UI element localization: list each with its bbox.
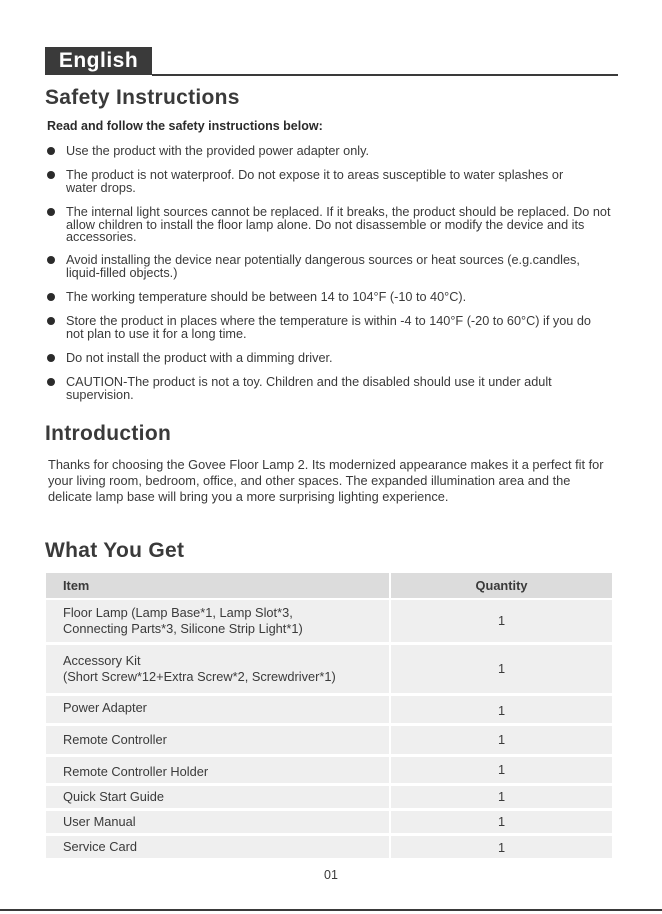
quantity-cell: 1 (391, 696, 612, 723)
footer-rule (0, 909, 662, 911)
item-cell: Floor Lamp (Lamp Base*1, Lamp Slot*3, Connecting Parts*3, Silicone Strip Light*1) (46, 600, 389, 642)
page-number: 01 (324, 868, 338, 882)
bullet-icon (47, 378, 55, 386)
bullet-icon (47, 256, 55, 264)
quantity-cell: 1 (391, 836, 612, 858)
quantity-cell: 1 (391, 600, 612, 642)
safety-item: Avoid installing the device near potentially dangerous sources or heat sources (e.g.candles, liquid-filled objects.) (66, 254, 586, 279)
bullet-icon (47, 354, 55, 362)
item-cell: Accessory Kit (Short Screw*12+Extra Screw*2, Screwdriver*1) (46, 645, 389, 693)
table-header (46, 573, 612, 598)
quantity-cell: 1 (391, 645, 612, 693)
introduction-text: Thanks for choosing the Govee Floor Lamp 2. Its modernized appearance makes it a perfect fit for your living room, bedroom, office, and other spaces. The expanded illumination area and the delicate lamp base will bring you a more surprising lighting experience. (48, 457, 604, 504)
safety-lead: Read and follow the safety instructions below: (47, 119, 323, 133)
safety-item: Do not install the product with a dimming driver. (66, 352, 611, 365)
item-cell: Remote Controller (46, 726, 389, 754)
header-item: Item (46, 573, 389, 598)
bullet-icon (47, 147, 55, 155)
safety-item: Store the product in places where the temperature is within -4 to 140°F (-20 to 60°C) if you do not plan to use it for a long time. (66, 315, 596, 340)
quantity-cell: 1 (391, 811, 612, 833)
quantity-cell: 1 (391, 726, 612, 754)
header-quantity: Quantity (391, 573, 612, 598)
safety-title: Safety Instructions (45, 86, 240, 109)
bullet-icon (47, 293, 55, 301)
what-you-get-title: What You Get (45, 539, 185, 562)
item-cell: Service Card (46, 836, 389, 858)
language-tab: English (45, 47, 152, 75)
item-cell: Power Adapter (46, 696, 389, 723)
safety-item: CAUTION-The product is not a toy. Children and the disabled should use it under adult supervision. (66, 376, 611, 401)
safety-item: The working temperature should be between 14 to 104°F (-10 to 40°C). (66, 291, 611, 304)
item-cell: User Manual (46, 811, 389, 833)
safety-item: The internal light sources cannot be replaced. If it breaks, the product should be replaced. Do not allow children to install the floor lamp alone. Do not disassemble or modify the device and its accessories. (66, 206, 611, 244)
quantity-cell: 1 (391, 757, 612, 783)
bullet-icon (47, 171, 55, 179)
bullet-icon (47, 317, 55, 325)
item-cell: Quick Start Guide (46, 786, 389, 808)
bullet-icon (47, 208, 55, 216)
quantity-cell: 1 (391, 786, 612, 808)
safety-item: The product is not waterproof. Do not expose it to areas susceptible to water splashes or water drops. (66, 169, 586, 194)
introduction-title: Introduction (45, 422, 172, 445)
item-cell: Remote Controller Holder (46, 757, 389, 783)
header-rule (152, 74, 618, 76)
safety-item: Use the product with the provided power adapter only. (66, 145, 611, 158)
